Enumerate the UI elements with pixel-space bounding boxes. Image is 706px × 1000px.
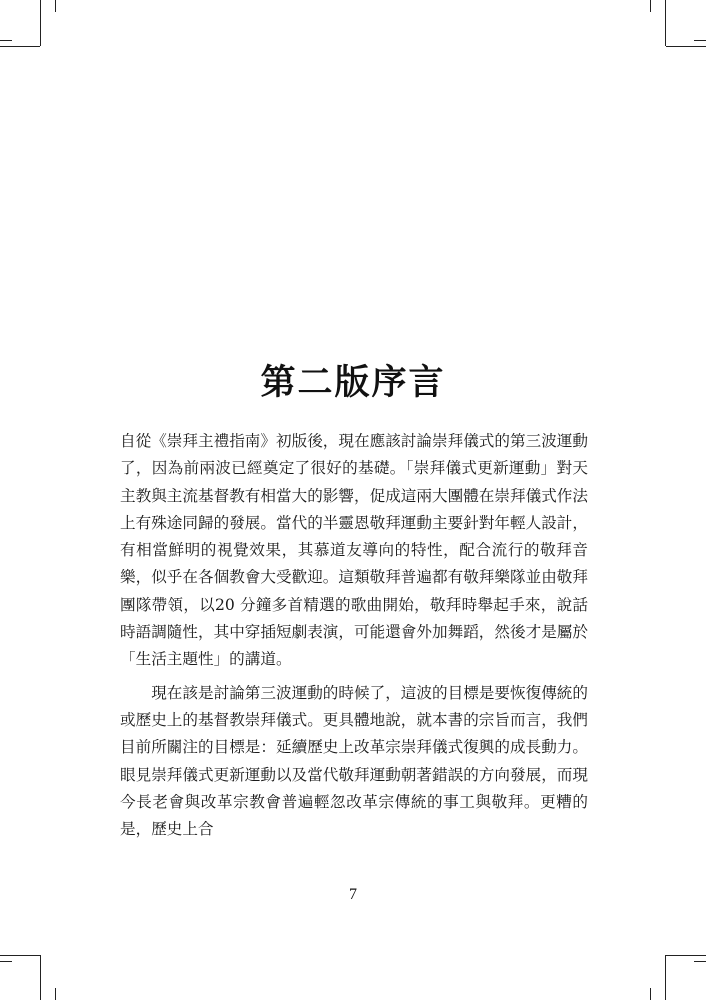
crop-mark-bottom-left-vertical <box>40 955 41 1000</box>
crop-mark-bottom-left-horizontal-outer <box>0 961 12 962</box>
crop-mark-bottom-right-vertical-outer <box>650 988 651 1000</box>
crop-mark-top-right-horizontal <box>666 46 706 47</box>
crop-mark-bottom-left-vertical-outer <box>55 988 56 1000</box>
crop-mark-top-left-horizontal-outer <box>0 40 12 41</box>
crop-mark-bottom-right-horizontal <box>666 955 706 956</box>
crop-mark-bottom-right-vertical <box>665 955 666 1000</box>
paragraph-1: 自從《崇拜主禮指南》初版後，現在應該討論崇拜儀式的第三波運動了，因為前兩波已經奠定了很好的基礎。「崇拜儀式更新運動」對天主教與主流基督教有相當大的影響，促成這兩大團體在崇拜儀式作法上有殊途同歸的發展。當代的半靈恩敬拜運動主要針對年輕人設計，有相當鮮明的視覺效果，其慕道友導向的特性，配合流行的敬拜音樂，似乎在各個教會大受歡迎。這類敬拜普遍都有敬拜樂隊並由敬拜團隊帶領，以20 分鐘多首精選的歌曲開始，敬拜時舉起手來，說話時語調隨性，其中穿插短劇表演，可能還會外加舞蹈，然後才是屬於「生活主題性」的講道。 <box>120 432 588 669</box>
crop-mark-top-left-vertical <box>40 0 41 46</box>
body-text <box>120 428 588 843</box>
crop-mark-top-right-horizontal-outer <box>694 40 706 41</box>
page-number: 7 <box>349 886 357 903</box>
paragraph-2: 現在該是討論第三波運動的時候了，這波的目標是要恢復傳統的或歷史上的基督教崇拜儀式。更具體地說，就本書的宗旨而言，我們目前所關注的目標是：延續歷史上改革宗崇拜儀式復興的成長動力。眼見崇拜儀式更新運動以及當代敬拜運動朝著錯誤的方向發展，而現今長老會與改革宗教會普遍輕忽改革宗傳統的事工與敬拜。更糟的是，歷史上合 <box>120 683 588 839</box>
crop-mark-top-left-vertical-outer <box>55 0 56 12</box>
crop-mark-bottom-right-horizontal-outer <box>694 961 706 962</box>
page-title: 第二版序言 <box>260 363 446 403</box>
crop-mark-top-left-horizontal <box>0 46 40 47</box>
crop-mark-bottom-left-horizontal <box>0 955 40 956</box>
crop-mark-top-right-vertical <box>665 0 666 46</box>
crop-mark-top-right-vertical-outer <box>650 0 651 12</box>
